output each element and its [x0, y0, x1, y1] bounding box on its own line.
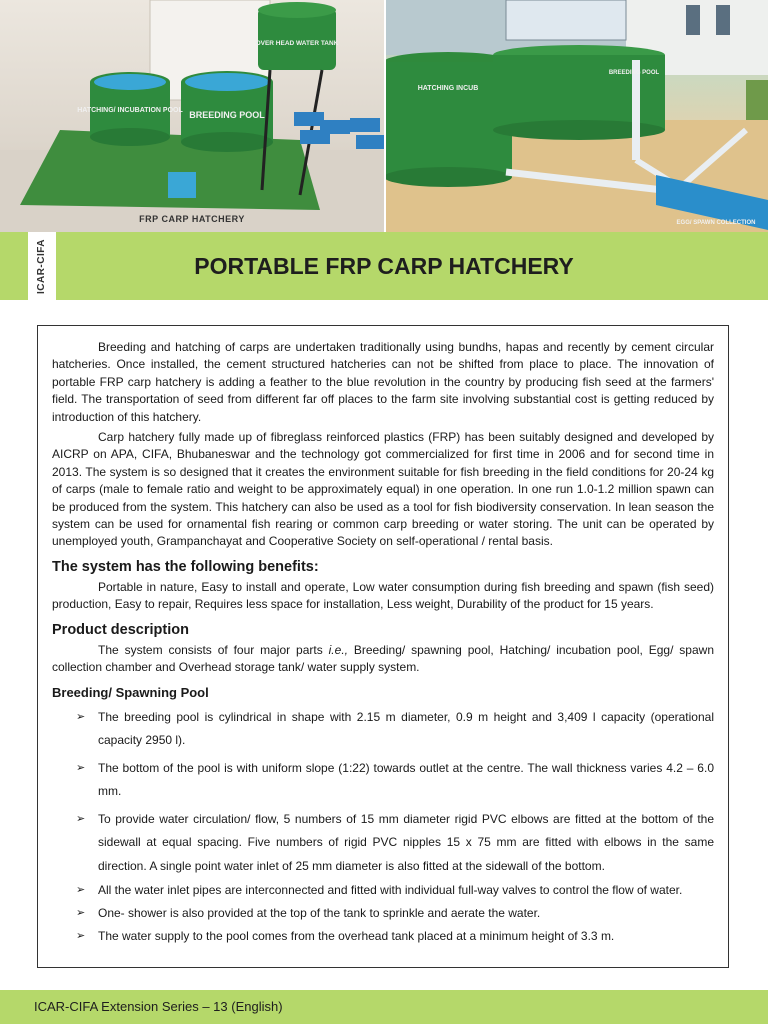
list-item: [52, 882, 714, 899]
list-item-text: All the water inlet pipes are interconnected and fitted with individual full-way valves to control the flow of water.: [98, 883, 683, 897]
list-item: [52, 757, 714, 804]
breeding-heading: Breeding/ Spawning Pool: [52, 684, 209, 700]
arrow-bullet-icon: ➢: [76, 710, 86, 723]
arrow-bullet-icon: ➢: [76, 812, 86, 825]
hatchery-model-illustration: [0, 0, 384, 232]
product-text-start: The system consists of four major parts: [98, 642, 329, 657]
product-text-end: Breeding/ spawning pool, Hatching/ incubation pool, Egg/ spawn collection chamber and Overhead storage tank/ water supply system.: [52, 642, 714, 675]
list-item: [52, 706, 714, 753]
arrow-bullet-icon: ➢: [76, 761, 86, 774]
side-tab-label: ICAR-CIFA: [36, 238, 48, 294]
benefits-heading: The system has the following benefits:: [52, 558, 319, 575]
hatchery-model-photo: [0, 0, 384, 232]
page-title: PORTABLE FRP CARP HATCHERY: [194, 253, 574, 279]
header-photos: [0, 0, 768, 232]
hatching-pool-label: HATCHING/ INCUBATION POOL: [77, 107, 183, 114]
list-item: [52, 928, 714, 945]
content-box: [37, 325, 729, 968]
product-text-italic: i.e.,: [328, 642, 348, 657]
product-heading: Product description: [52, 621, 189, 638]
arrow-bullet-icon: ➢: [76, 907, 86, 919]
arrow-bullet-icon: ➢: [76, 930, 86, 942]
list-item-text: The water supply to the pool comes from the overhead tank placed at a minimum height of 3.3 m.: [98, 929, 615, 943]
photo-caption: FRP CARP HATCHERY: [139, 214, 245, 224]
intro-paragraph-1: Breeding and hatching of carps are undertaken traditionally using bundhs, hapas and recently by cement circular hatcheries. Once installed, the cement structured hatcheries can not be shifted from place to place. The innovation of portable FRP carp hatchery is adding a feather to the blue revolution in the country by producing fish seed at the farmers' field. The transportation of seed from different far off places to the farm site involving substantial cost is getting reduced by introduction of this hatchery.: [52, 340, 714, 424]
list-item-text: To provide water circulation/ flow, 5 numbers of 15 mm diameter rigid PVC elbows are fitted at the bottom of the sidewall at equal spacing. Five numbers of rigid PVC nipples 15 x 75 mm are fitted with elbows in the same direction. A single point water inlet of 25 mm diameter is also fitted at the sidewall of the bottom.: [98, 811, 714, 873]
list-item-text: The bottom of the pool is with uniform slope (1:22) towards outlet at the centre. The wall thickness varies 4.2 – 6.0 mm.: [98, 760, 714, 798]
breeding-bullet-list: [52, 706, 714, 946]
breeding-tank-label: BREEDING POOL: [608, 70, 660, 76]
field-hatchery-illustration: [386, 0, 768, 232]
egg-collection-label: EGG/ SPAWN COLLECTION: [676, 220, 756, 226]
overhead-tank-label: OVER HEAD WATER TANK: [255, 40, 339, 47]
footer-text: ICAR-CIFA Extension Series – 13 (English): [34, 999, 283, 1014]
list-item: [52, 808, 714, 879]
arrow-bullet-icon: ➢: [76, 884, 86, 896]
hatching-tank-label: HATCHING INCUB: [417, 85, 479, 92]
product-text: [52, 642, 714, 677]
benefits-text: Portable in nature, Easy to install and operate, Low water consumption during fish breeding and spawn (fish seed) production, Easy to repair, Requires less space for installation, Less weight, Durability of the product for 15 years.: [52, 579, 714, 612]
intro-paragraph-2: Carp hatchery fully made up of fibreglass reinforced plastics (FRP) has been suitably designed and developed by AICRP on APA, CIFA, Bhubaneswar and the technology got commercialized for first time in 2006 and for second time in 2013. The system is so designed that it creates the environment suitable for fish breeding in the field conditions for 20-24 kg of carps (male to female ratio and weight to be approximately equal) in one operation. In one run 1.0-1.2 million spawn can be produced from the system. This hatchery can also be used as a tool for fish biodiversity conservation. In lean season the system can be used for ornamental fish rearing or common carp breeding or water storing. The unit can be operated by unemployed youth, Grampanchayat and Cooperative Society on self-operational / rental basis.: [52, 430, 714, 549]
list-item-text: One- shower is also provided at the top of the tank to sprinkle and aerate the water.: [98, 906, 541, 920]
field-hatchery-photo: [386, 0, 768, 232]
breeding-pool-label: BREEDING POOL: [189, 110, 265, 120]
list-item-text: The breeding pool is cylindrical in shape with 2.15 m diameter, 0.9 m height and 3,409 l capacity (operational capacity 2950 l).: [98, 709, 714, 747]
footer-band: [0, 990, 768, 1024]
list-item: [52, 905, 714, 922]
